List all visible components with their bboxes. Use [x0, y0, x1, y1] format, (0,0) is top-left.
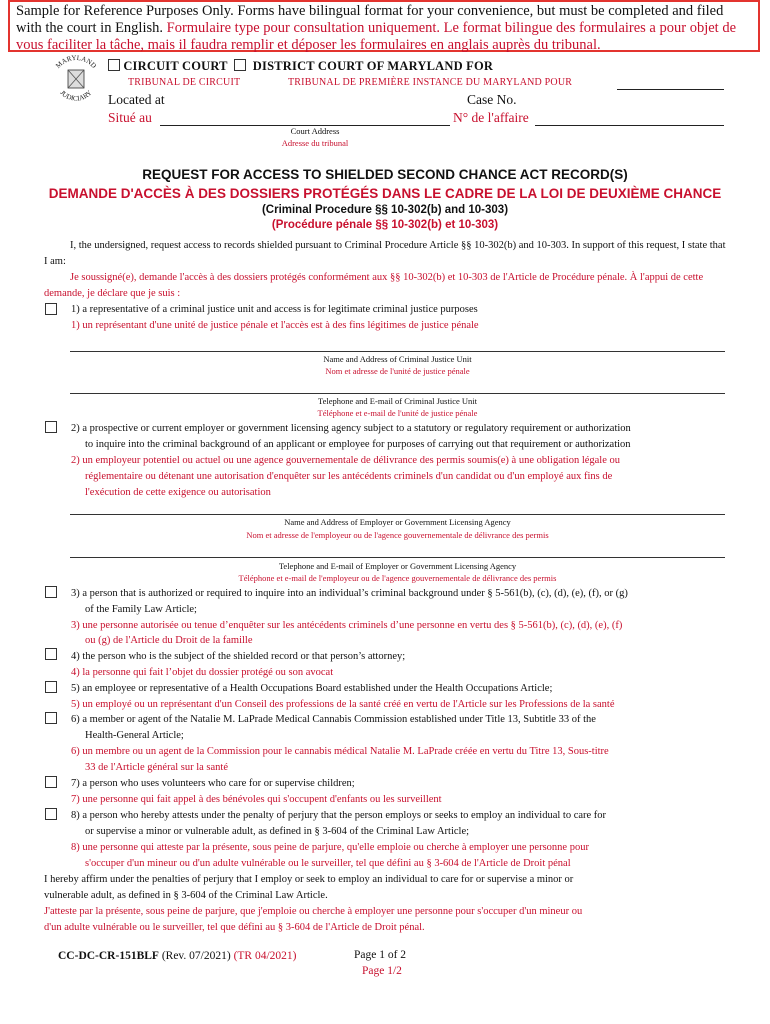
option-5-checkbox[interactable]	[45, 681, 57, 693]
district-court-label-fr: TRIBUNAL DE PREMIÈRE INSTANCE DU MARYLAND POUR	[288, 77, 573, 88]
maryland-judiciary-seal-icon	[50, 52, 102, 112]
option-2-text-fr-line3: l'exécution de cette exigence ou autorisation	[85, 487, 271, 498]
option-2-checkbox[interactable]	[45, 421, 57, 433]
form-subtitle-fr: (Procédure pénale §§ 10-302(b) et 10-303)	[271, 219, 499, 231]
option-6-checkbox[interactable]	[45, 712, 57, 724]
option-1-phone-field[interactable]	[70, 393, 725, 394]
option-2-text-fr-line2: réglementaire ou détenant une autorisation d'enquêter sur les antécédents criminels d'un candidat ou d'un employé aux fins de	[85, 471, 613, 482]
court-address-caption-fr: Adresse du tribunal	[281, 138, 349, 148]
option-7-text: 7) a person who uses volunteers who care for or supervise children;	[71, 778, 355, 789]
option-6-text-line1: 6) a member or agent of the Natalie M. LaPrade Medical Cannabis Commission established under Title 13, Subtitle 33 of the	[71, 714, 596, 725]
option-6-text-line2: Health-General Article;	[85, 730, 184, 741]
option-2-name-caption: Name and Address of Employer or Government Licensing Agency	[284, 517, 511, 527]
option-2-name-caption-fr: Nom et adresse de l'employeur ou de l'agence gouvernementale de délivrance des permis	[246, 530, 549, 540]
form-id-footer	[58, 950, 297, 962]
option-1-checkbox[interactable]	[45, 303, 57, 315]
option-7-text-fr: 7) une personne qui fait appel à des bénévoles qui s'occupent d'enfants ou les surveillent	[71, 794, 442, 805]
option-4-checkbox[interactable]	[45, 648, 57, 660]
form-title-fr: DEMANDE D'ACCÈS À DES DOSSIERS PROTÉGÉS DANS LE CADRE DE LA LOI DE DEUXIÈME CHANCE	[48, 186, 722, 201]
option-3-text-fr-line2: ou (g) de l'Article du Droit de la famille	[85, 635, 253, 646]
reference-banner	[8, 0, 760, 52]
intro-text-fr: Je soussigné(e), demande l'accès à des dossiers protégés conformément aux §§ 10-302(b) et 10-303 de l'Article de Procédure pénale. À l'appui de cette demande, je déclare que je suis :	[44, 272, 704, 299]
option-4-text: 4) the person who is the subject of the shielded record or that person’s attorney;	[71, 651, 406, 662]
district-court-checkbox[interactable]	[234, 59, 246, 71]
circuit-court-label: CIRCUIT COURT	[123, 59, 228, 73]
option-1-phone-caption: Telephone and E-mail of Criminal Justice Unit	[318, 396, 477, 406]
page-number-fr: Page 1/2	[362, 965, 402, 977]
option-8-text-line2: or supervise a minor or vulnerable adult, as defined in § 3-604 of the Criminal Law Article;	[85, 826, 470, 837]
intro-text: I, the undersigned, request access to records shielded pursuant to Criminal Procedure Article §§ 10-302(b) and 10-303. In support of this request, I state that I am:	[44, 240, 726, 267]
option-2-phone-field[interactable]	[70, 557, 725, 558]
option-7-checkbox[interactable]	[45, 776, 57, 788]
county-field[interactable]	[617, 77, 724, 90]
affirmation-text-fr-line2: d'un adulte vulnérable ou le surveiller, tel que défini au § 3-604 de l'Article de Droit pénal.	[44, 922, 425, 933]
option-2-text-line1: 2) a prospective or current employer or government licensing agency subject to a statutory or regulatory requirement or authorization	[71, 423, 631, 434]
option-8-checkbox[interactable]	[45, 808, 57, 820]
form-translation-revision: (TR 04/2021)	[233, 950, 297, 962]
option-2-text-line2: to inquire into the criminal background of an applicant or employee for purposes of carrying out that requirement or authorization	[85, 439, 631, 450]
option-6-text-fr-line2: 33 de l'Article général sur la santé	[85, 762, 229, 773]
circuit-court-label-fr: TRIBUNAL DE CIRCUIT	[128, 77, 241, 88]
option-4-text-fr: 4) la personne qui fait l’objet du dossier protégé ou son avocat	[71, 667, 334, 678]
seal-bottom-text: JUDICIARY	[58, 88, 94, 103]
option-3-text-line2: of the Family Law Article;	[85, 604, 197, 615]
court-selection	[108, 59, 493, 74]
svg-text:JUDICIARY	[58, 89, 93, 103]
option-1-text: 1) a representative of a criminal justice unit and access is for legitimate criminal justice purposes	[71, 304, 478, 315]
option-2-text-fr-line1: 2) un employeur potentiel ou actuel ou une agence gouvernementale de délivrance des permis soumis(e) à une obligation légale ou	[71, 455, 621, 466]
option-8-text-fr-line2: s'occuper d'un mineur ou d'un adulte vulnérable ou le surveiller, tel que défini au § 3-604 de l'Article de Droit pénal	[85, 858, 571, 869]
situe-au-label: Situé au	[108, 110, 152, 125]
form-id: CC-DC-CR-151BLF	[58, 950, 159, 962]
option-1-phone-caption-fr: Téléphone et e-mail de l'unité de justice pénale	[317, 408, 478, 418]
option-5-text-fr: 5) un employé ou un représentant d'un Conseil des professions de la santé créé en vertu de l'Article sur les Professions de la santé	[71, 699, 615, 710]
option-6-text-fr-line1: 6) un membre ou un agent de la Commission pour le cannabis médical Natalie M. LaPrade créée en vertu du Titre 13, Sous-titre	[71, 746, 609, 757]
option-3-text-fr-line1: 3) une personne autorisée ou tenue d’enquêter sur les antécédents criminels d’une personne en vertu des § 5-561(b), (c), (d), (e), (f)	[71, 620, 623, 631]
option-1-name-caption: Name and Address of Criminal Justice Unit	[323, 354, 472, 364]
court-address-field[interactable]	[160, 110, 450, 126]
option-2-name-field[interactable]	[70, 514, 725, 515]
affirmation-text-fr-line1: J'atteste par la présente, sous peine de parjure, que j'emploie ou cherche à employer une personne pour s'occuper d'un mineur ou	[44, 906, 583, 917]
option-3-checkbox[interactable]	[45, 586, 57, 598]
option-5-text: 5) an employee or representative of a Health Occupations Board established under the Health Occupations Article;	[71, 683, 553, 694]
option-2-phone-caption: Telephone and E-mail of Employer or Government Licensing Agency	[278, 561, 517, 571]
circuit-court-checkbox[interactable]	[108, 59, 120, 71]
option-1-text-fr: 1) un représentant d'une unité de justice pénale et l'accès est à des fins légitimes de justice pénale	[71, 320, 479, 331]
form-title: REQUEST FOR ACCESS TO SHIELDED SECOND CHANCE ACT RECORD(S)	[142, 167, 628, 182]
option-1-name-caption-fr: Nom et adresse de l'unité de justice pénale	[325, 366, 470, 376]
form-subtitle: (Criminal Procedure §§ 10-302(b) and 10-303)	[261, 204, 509, 216]
option-8-text-fr-line1: 8) une personne qui atteste par la présente, sous peine de parjure, qu'elle emploie ou cherche à employer une personne pour	[71, 842, 589, 853]
case-no-label-fr: N° de l'affaire	[453, 110, 529, 125]
banner-french: Formulaire type pour consultation uniquement. Le format bilingue des formulaires a pour objet de vous faciliter la tâche, mais il faudra remplir et déposer les formulaires en anglais auprès du tribunal.	[16, 20, 737, 53]
option-2-phone-caption-fr: Téléphone et e-mail de l'employeur ou de l'agence gouvernementale de délivrance des permis	[238, 573, 557, 583]
court-address-caption: Court Address	[290, 126, 340, 136]
page-number: Page 1 of 2	[354, 949, 407, 961]
located-at-label: Located at	[108, 92, 165, 107]
seal-top-text: MARYLAND	[54, 53, 98, 70]
district-court-label: DISTRICT COURT OF MARYLAND FOR	[252, 59, 494, 73]
case-number-field[interactable]	[535, 110, 724, 126]
affirmation-text-line1: I hereby affirm under the penalties of perjury that I employ or seek to employ an individual to care for or supervise a minor or	[44, 874, 574, 885]
case-no-label: Case No.	[467, 92, 517, 107]
option-8-text-line1: 8) a person who hereby attests under the penalty of perjury that the person employs or seeks to employ an individual to care for	[71, 810, 607, 821]
banner-english: Sample for Reference Purposes Only. Forms have bilingual format for your convenience, but must be completed and filed with the court in English.	[16, 3, 724, 36]
form-revision: (Rev. 07/2021)	[161, 950, 231, 962]
option-1-name-field[interactable]	[70, 351, 725, 352]
svg-text:MARYLAND	[54, 54, 98, 70]
option-3-text-line1: 3) a person that is authorized or required to inquire into an individual’s criminal background under § 5-561(b), (c), (d), (e), (f), or (g)	[71, 588, 628, 599]
affirmation-text-line2: vulnerable adult, as defined in § 3-604 of the Criminal Law Article.	[44, 890, 328, 901]
